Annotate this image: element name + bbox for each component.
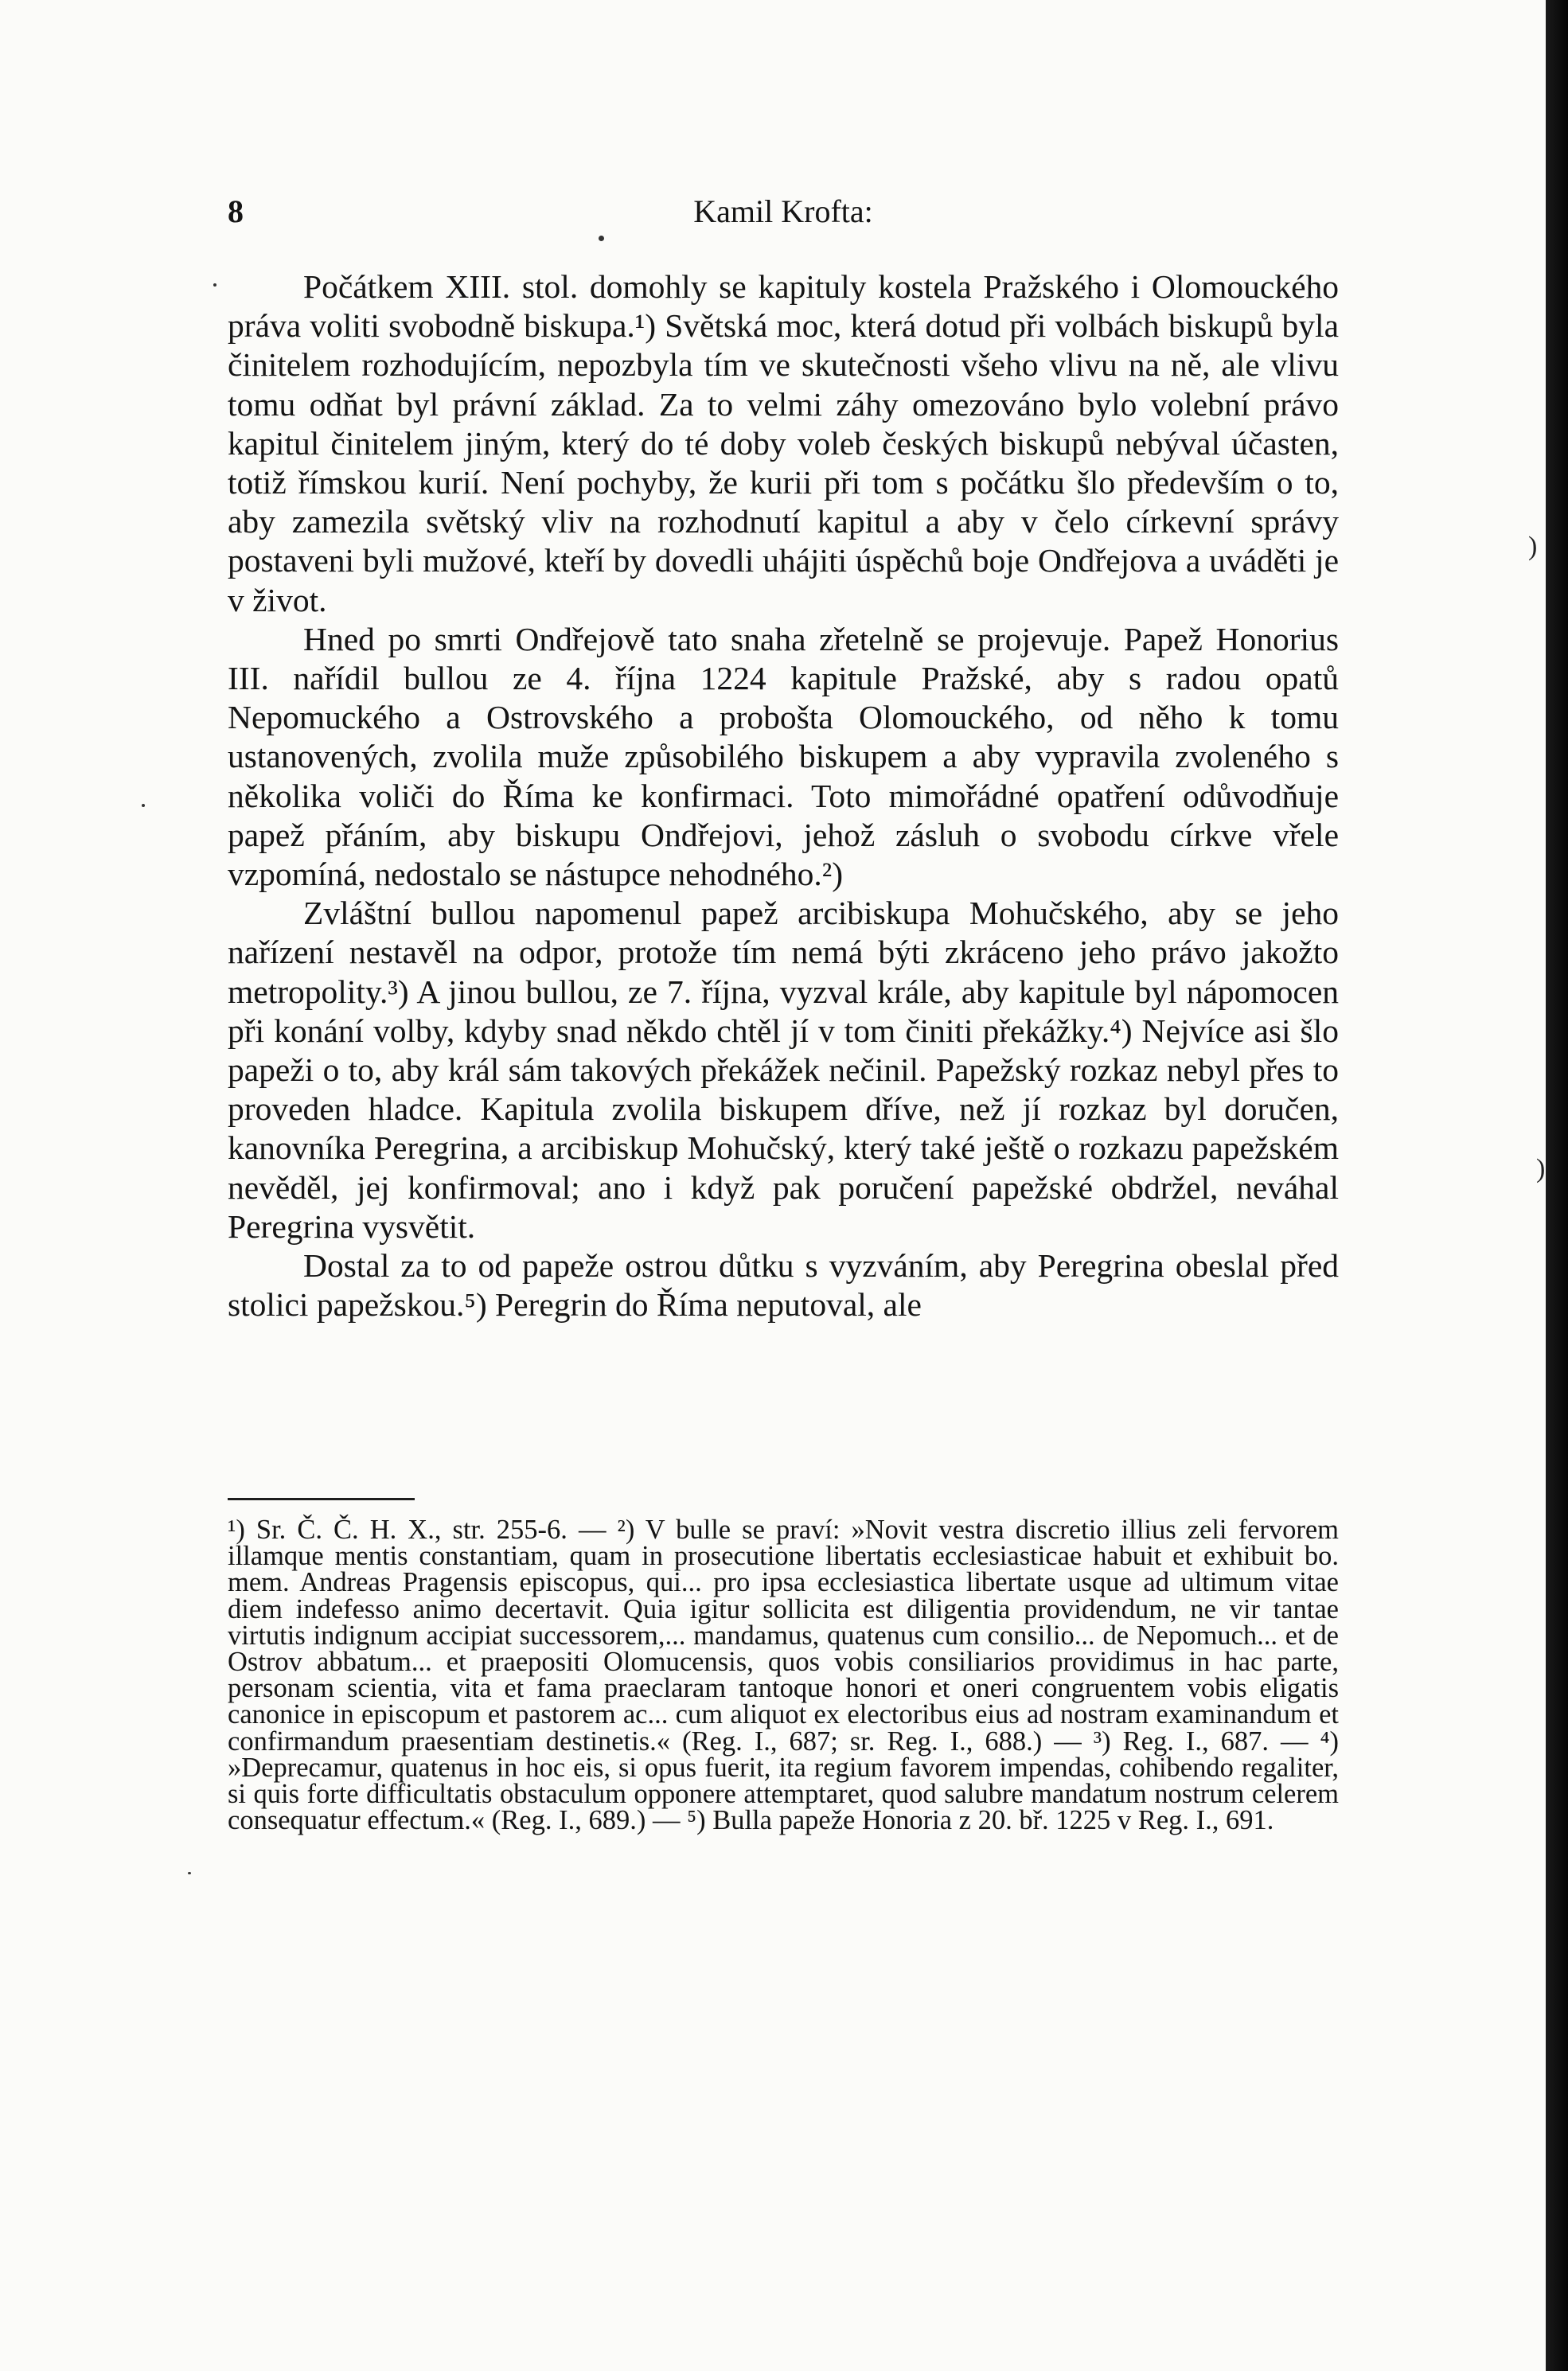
print-speck bbox=[213, 283, 216, 287]
footnotes bbox=[228, 1517, 1339, 1834]
main-text bbox=[228, 267, 1339, 1324]
print-speck bbox=[142, 804, 145, 807]
scan-border bbox=[1546, 0, 1568, 2371]
running-header bbox=[228, 193, 1339, 240]
footnote-text: ¹) Sr. Č. Č. H. X., str. 255-6. — ²) V bulle se praví: »Novit vestra discretio illius zeli fervorem illamque mentis constantiam, quam in prosecutione libertatis ecclesiasticae habuit et exhibuit bo. mem. Andreas Pragensis episcopus, qui... pro ipsa ecclesiastica libertate usque ad ultimum vitae diem indefesso animo decertavit. Quia igitur sollicita est diligentia providendum, ne vir tantae virtutis indignum accipiat successorem,... mandamus, quatenus cum consilio... de Nepomuch... et de Ostrov abbatum... et praepositi Olomucensis, quos vobis consiliarios providimus in hac parte, personam scientia, vita et fama praeclaram tantoque honori et oneri congruentem vobis eligatis canonice in episcopum et pastorem ac... cum aliquot ex electoribus eius ad nostram examinandum et confirmandum praesentiam destinetis.« (Reg. I., 687; sr. Reg. I., 688.) — ³) Reg. I., 687. — ⁴) »Deprecamur, quatenus in hoc eis, si opus fuerit, ita regium favorem impendas, cohibendo regaliter, si quis forte difficultatis obstaculum opponere attemptaret, quod salubre mandatum nostrum celerem consequatur effectum.« (Reg. I., 689.) — ⁵) Bulla papeže Honoria z 20. bř. 1225 v Reg. I., 691. bbox=[228, 1515, 1339, 1836]
print-speck bbox=[599, 236, 604, 241]
margin-mark: ) bbox=[1536, 1154, 1546, 1184]
margin-mark: ) bbox=[1528, 532, 1538, 561]
print-speck bbox=[188, 1872, 191, 1874]
paragraph: Hned po smrti Ondřejově tato snaha zřetelně se projevuje. Papež Honorius III. nařídil bullou ze 4. října 1224 kapitule Pražské, aby s radou opatů Nepomuckého a Ostrovského a probošta Olomouckého, od něho k tomu ustanovených, zvolila muže způsobilého biskupem a aby vypravila zvoleného s několika voliči do Říma ke konfirmaci. Toto mimořádné opatření odůvodňuje papež přáním, aby biskupu Ondřejovi, jehož zásluh o svobodu církve vřele vzpomíná, nedostalo se nástupce nehodného.²) bbox=[228, 620, 1339, 893]
page-number: 8 bbox=[228, 193, 244, 229]
paragraph: Zvláštní bullou napomenul papež arcibiskupa Mohučského, aby se jeho nařízení nestavěl na odpor, protože tím nemá býti zkráceno jeho právo jakožto metropolity.³) A jinou bullou, ze 7. října, vyzval krále, aby kapitule byl nápomocen při konání volby, kdyby snad někdo chtěl jí v tom činiti překážky.⁴) Nejvíce asi šlo papeži o to, aby král sám takových překážek nečinil. Papežský rozkaz nebyl přes to proveden hladce. Kapitula zvolila biskupem dříve, než jí rozkaz byl doručen, kanovníka Peregrina, a arcibiskup Mohučský, který také ještě o rozkazu papežském nevěděl, jej konfirmoval; ano i když pak poručení papežské obdržel, neváhal Peregrina vysvětit. bbox=[228, 895, 1339, 1245]
footnote-separator bbox=[228, 1498, 415, 1500]
running-title: Kamil Krofta: bbox=[693, 193, 873, 229]
paragraph: Počátkem XIII. stol. domohly se kapituly kostela Pražského i Olomouckého práva voliti svobodně biskupa.¹) Světská moc, která dotud při volbách biskupů byla činitelem rozhodujícím, nepozbyla tím ve skutečnosti všeho vlivu na ně, ale vlivu tomu odňat byl právní základ. Za to velmi záhy omezováno bylo volební právo kapitul činitelem jiným, který do té doby voleb českých biskupů nebýval účasten, totiž římskou kurií. Není pochyby, že kurii při tom s počátku šlo především o to, aby zamezila světský vliv na rozhodnutí kapitul a aby v čelo církevní správy postaveni byli mužové, kteří by dovedli uhájiti úspěchů boje Ondřejova a uváděti je v život. bbox=[228, 268, 1339, 618]
paragraph: Dostal za to od papeže ostrou důtku s vyzváním, aby Peregrina obeslal před stolici papežskou.⁵) Peregrin do Říma neputoval, ale bbox=[228, 1247, 1339, 1324]
